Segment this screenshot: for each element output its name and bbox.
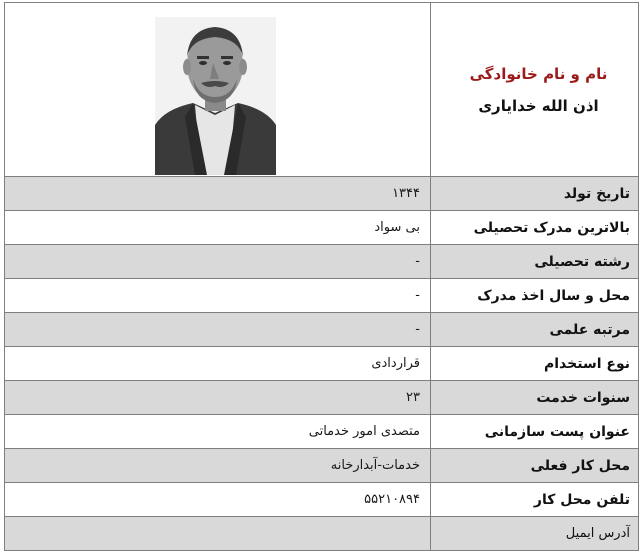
row-email — [5, 517, 639, 551]
employee-info-table — [4, 2, 639, 551]
email-value — [5, 517, 431, 551]
current-workplace-label: محل کار فعلی — [431, 449, 639, 483]
birth-date-value: ۱۳۴۴ — [5, 177, 431, 211]
academic-rank-value: - — [5, 313, 431, 347]
row-employment-type — [5, 347, 639, 381]
name-cell — [431, 3, 639, 177]
years-of-service-label: سنوات خدمت — [431, 381, 639, 415]
row-years-of-service — [5, 381, 639, 415]
employee-photo — [155, 17, 276, 175]
field-of-study-value: - — [5, 245, 431, 279]
row-current-workplace — [5, 449, 639, 483]
work-phone-label: تلفن محل کار — [431, 483, 639, 517]
education-degree-label: بالاترین مدرک تحصیلی — [431, 211, 639, 245]
header-row — [5, 3, 639, 177]
education-degree-value: بی سواد — [5, 211, 431, 245]
academic-rank-label: مرتبه علمی — [431, 313, 639, 347]
row-field-of-study — [5, 245, 639, 279]
degree-place-year-value: - — [5, 279, 431, 313]
row-work-phone — [5, 483, 639, 517]
row-academic-rank — [5, 313, 639, 347]
row-education-degree — [5, 211, 639, 245]
job-title-value: متصدی امور خدماتی — [5, 415, 431, 449]
name-label: نام و نام خانوادگی — [469, 64, 608, 83]
employment-type-value: قراردادی — [5, 347, 431, 381]
employment-type-label: نوع استخدام — [431, 347, 639, 381]
row-degree-place-year — [5, 279, 639, 313]
current-workplace-value: خدمات-آبدارخانه — [5, 449, 431, 483]
row-birth-date — [5, 177, 639, 211]
photo-cell — [5, 3, 431, 177]
birth-date-label: تاریخ تولد — [431, 177, 639, 211]
job-title-label: عنوان پست سازمانی — [431, 415, 639, 449]
email-label: آدرس ایمیل — [431, 517, 639, 551]
row-job-title — [5, 415, 639, 449]
field-of-study-label: رشته تحصیلی — [431, 245, 639, 279]
years-of-service-value: ۲۳ — [5, 381, 431, 415]
work-phone-value: ۵۵۲۱۰۸۹۴ — [5, 483, 431, 517]
name-value: اذن الله خدایاری — [478, 96, 599, 115]
degree-place-year-label: محل و سال اخذ مدرک — [431, 279, 639, 313]
